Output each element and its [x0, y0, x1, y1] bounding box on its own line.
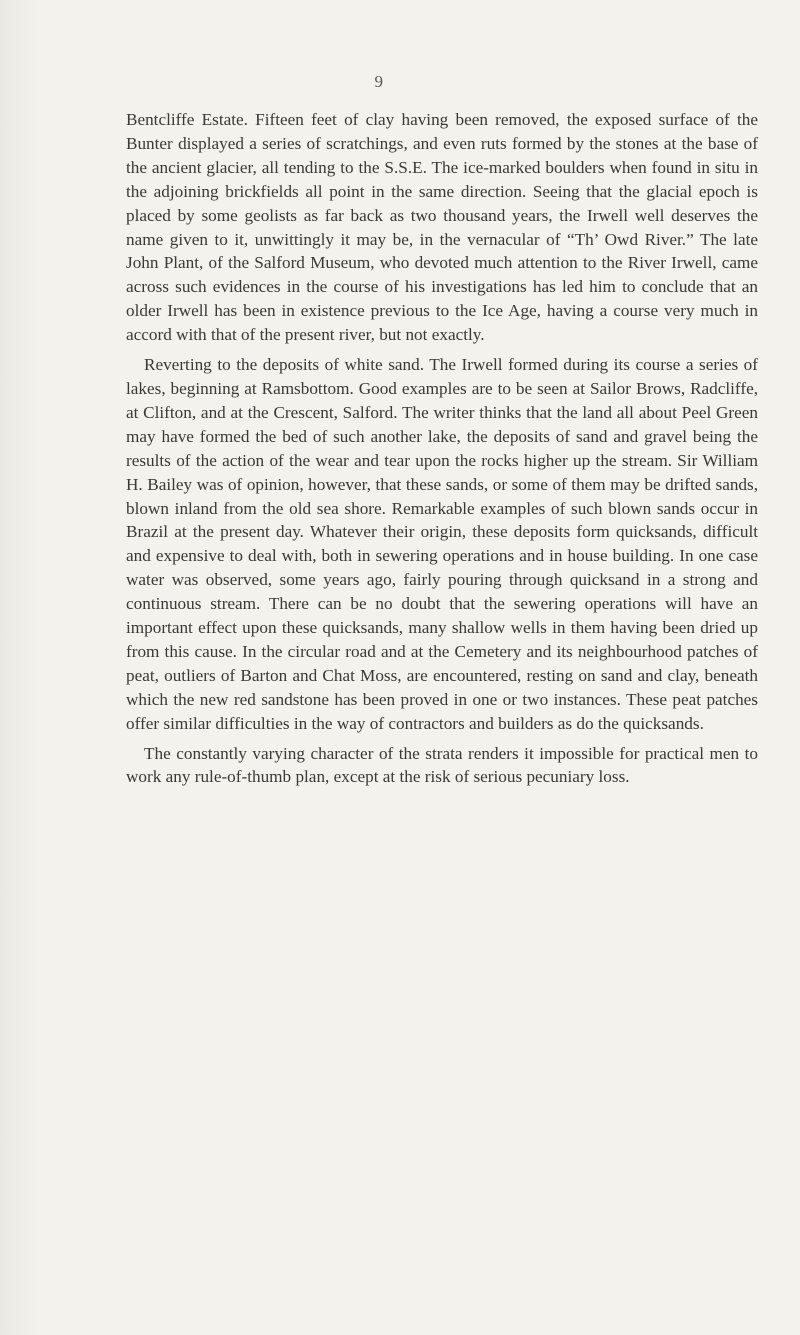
paragraph-3: The constantly varying character of the strata renders it impossible for practical men to work any rule-of-thumb plan, except at the risk of serious pecuniary loss. [126, 743, 758, 787]
paragraph-1: Bentcliffe Estate. Fifteen feet of clay having been removed, the exposed surface of the Bunter displayed a series of scratchings, and even ruts formed by the stones at the base of the ancient glacier, all tending to the S.S.E. The ice-marked boulders when found in situ in the adjoining brickfields all point in the same direction. Seeing that the glacial epoch is placed by some geolists as far back as two thousand years, the Irwell well deserves the name given to it, unwittingly it may be, in the vernacular of “Th’ Owd River.” The late John Plant, of the Salford Museum, who devoted much attention to the River Irwell, came across such evidences in the course of his investigations has led him to conclude that an older Irwell has been in existence previous to the Ice Age, having a course very much in accord with that of the present river, but not exactly. [126, 110, 758, 345]
paragraph-2: Reverting to the deposits of white sand. The Irwell formed during its course a series of lakes, beginning at Ramsbottom. Good examples are to be seen at Sailor Brows, Radcliffe, at Clifton, and at the Crescent, Salford. The writer thinks that the land all about Peel Green may have formed the bed of such another lake, the deposits of sand and gravel being the results of the action of the wear and tear upon the rocks higher up the stream. Sir William H. Bailey was of opinion, however, that these sands, or some of them may be drifted sands, blown inland from the old sea shore. Remarkable examples of such blown sands occur in Brazil at the present day. Whatever their origin, these deposits form quicksands, difficult and expensive to deal with, both in sewering operations and in house building. In one case water was observed, some years ago, fairly pouring through quicksand in a strong and continuous stream. There can be no doubt that the sewering operations will have an important effect upon these quicksands, many shallow wells in them having been dried up from this cause. In the circular road and at the Cemetery and its neighbourhood patches of peat, outliers of Barton and Chat Moss, are encountered, resting on sand and clay, beneath which the new red sandstone has been proved in one or two instances. These peat patches offer similar difficulties in the way of contractors and builders as do the quicksands. [126, 355, 758, 733]
body-text [126, 108, 758, 789]
page-number: 9 [374, 72, 384, 91]
